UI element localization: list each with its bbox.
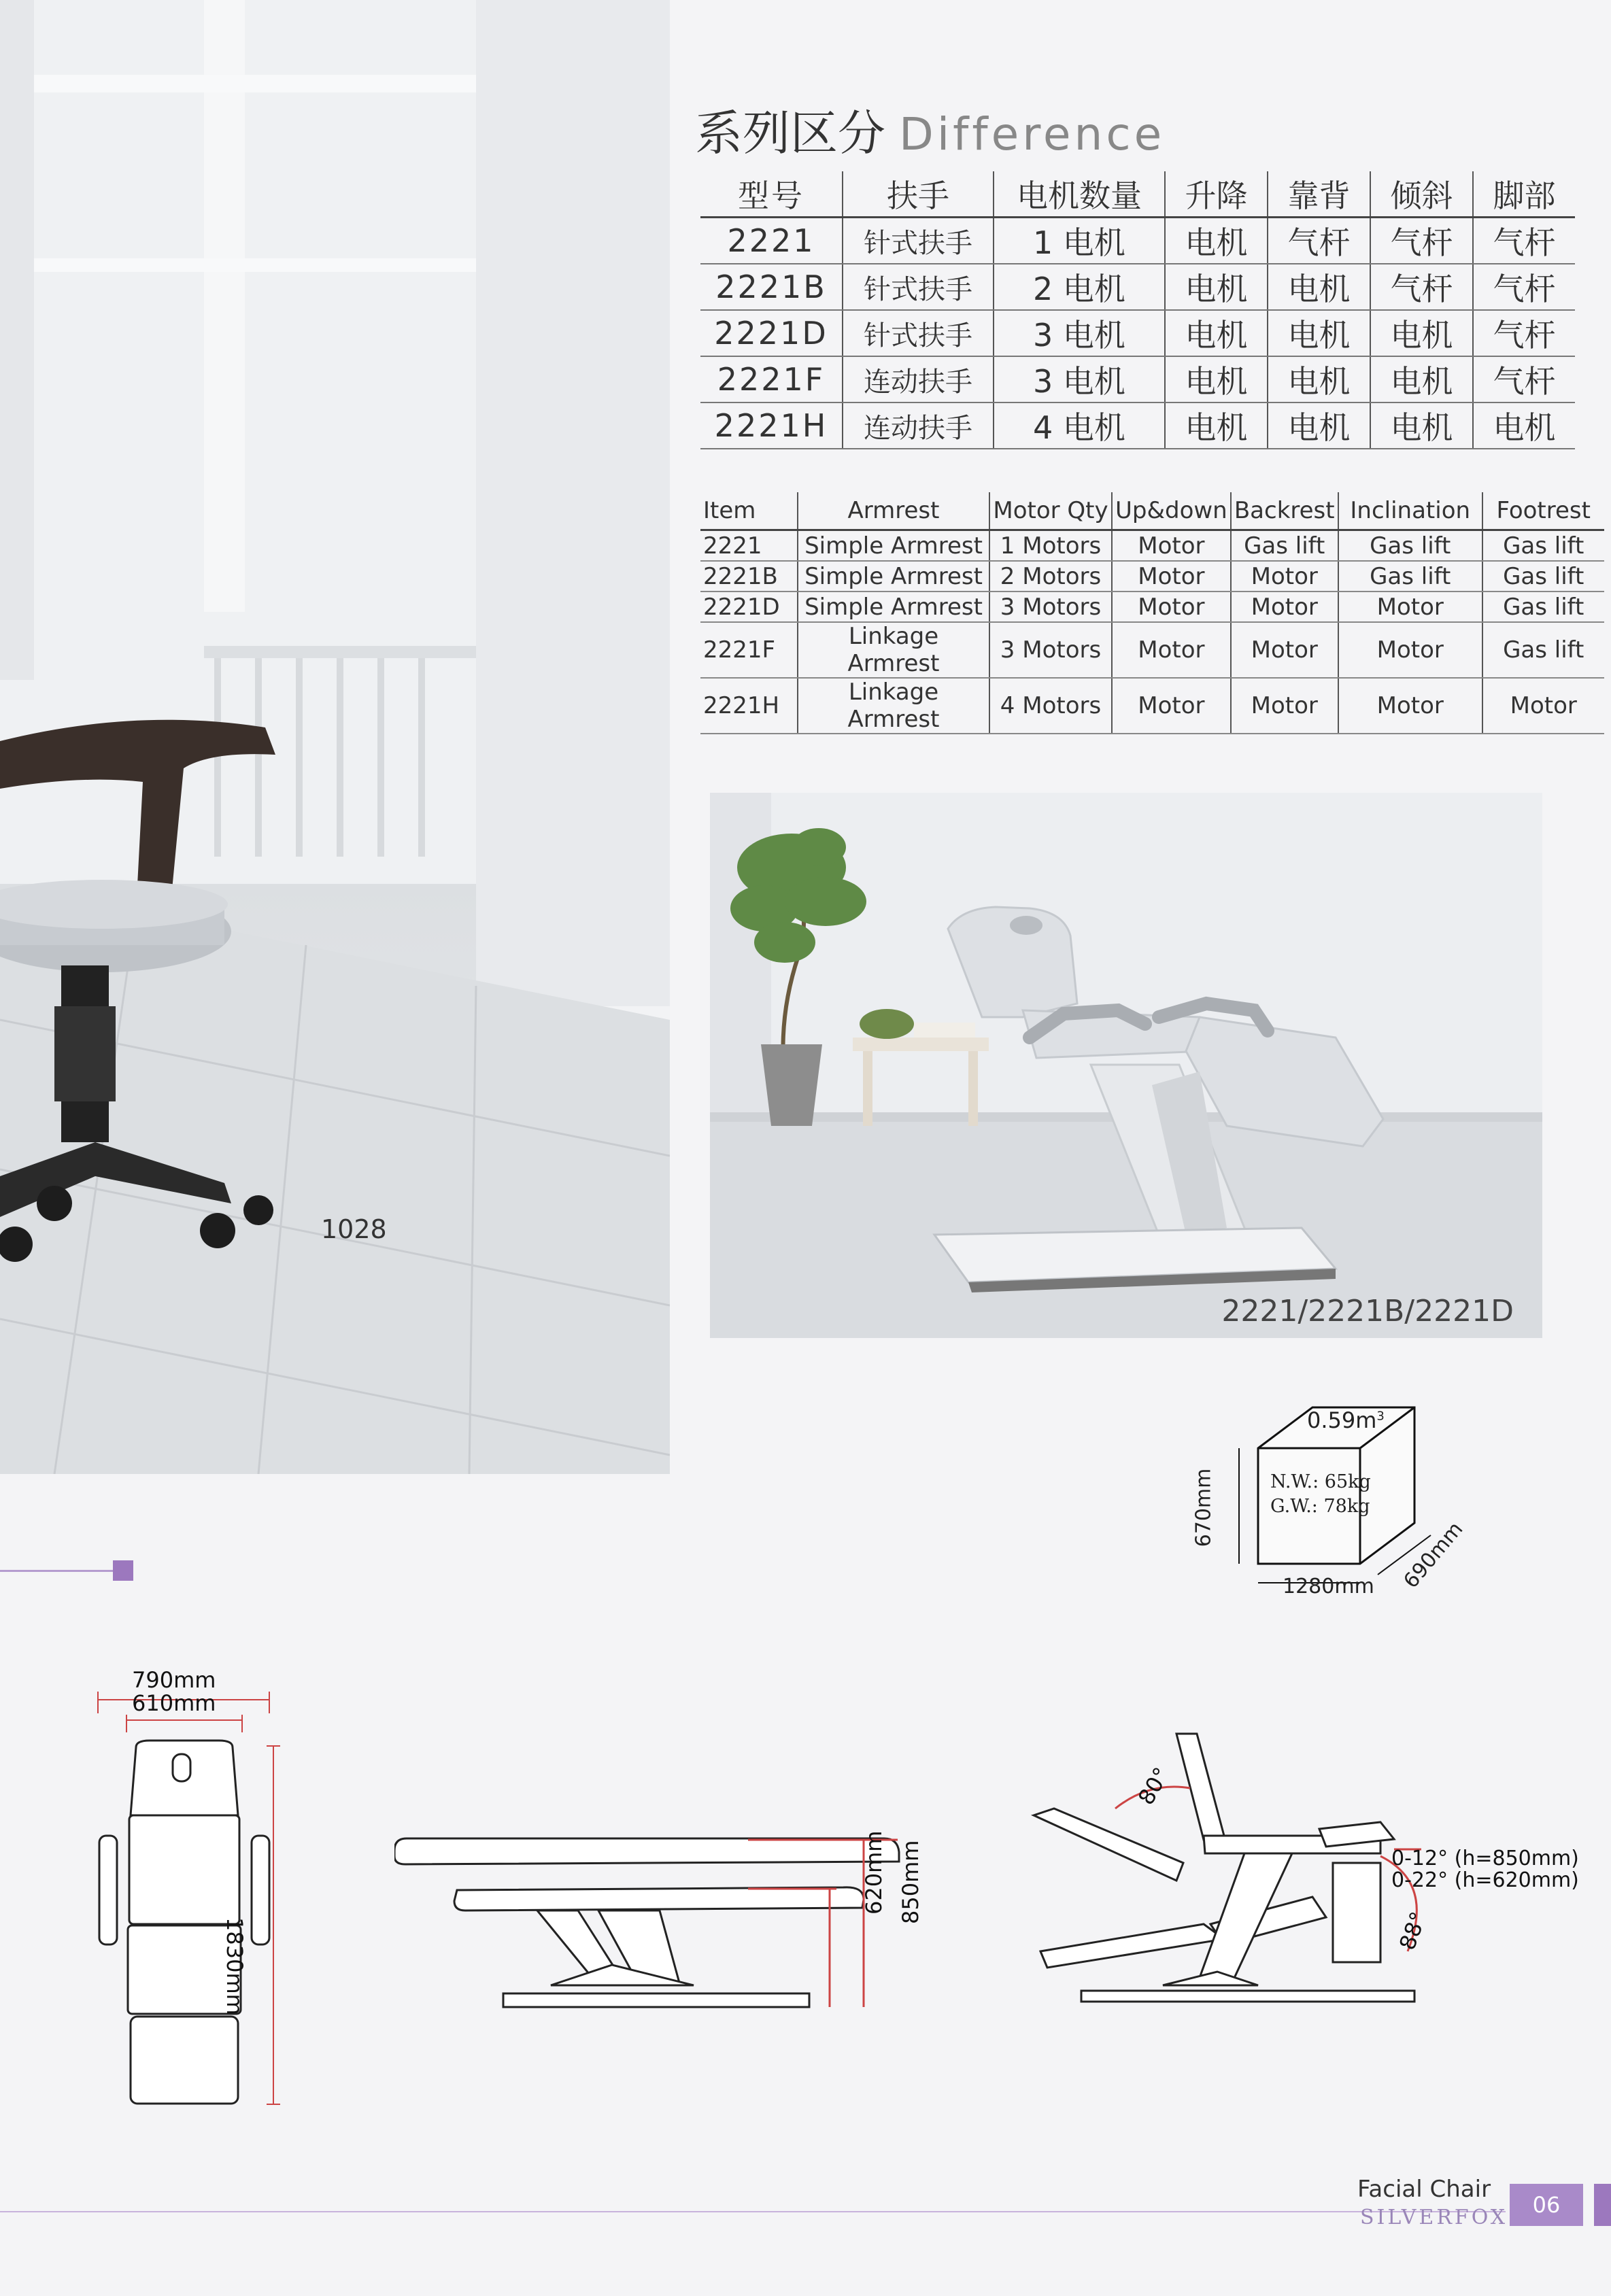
- product-model-label: 2221/2221B/2221D: [1221, 1294, 1514, 1329]
- page-edge-tab: [1594, 2184, 1611, 2226]
- table-cell: Simple Armrest: [798, 561, 989, 592]
- table-cell: Gas lift: [1482, 592, 1604, 622]
- min-height-label: 620mm: [861, 1830, 887, 1915]
- table-row: [700, 678, 1604, 734]
- title-cn: 系列区分: [695, 105, 885, 161]
- table-cell: 电机: [1268, 310, 1370, 356]
- table-cell: 3 电机: [994, 356, 1165, 402]
- product-photo-scene: [710, 793, 1542, 1338]
- table-header-cell: 扶手: [843, 171, 994, 218]
- package-depth: 690mm: [1399, 1517, 1468, 1594]
- foot-angle-label: 88°: [1394, 1908, 1432, 1953]
- table-cell: Simple Armrest: [798, 530, 989, 562]
- table-cell: 气杆: [1268, 218, 1370, 264]
- table-cell: Motor: [1338, 592, 1482, 622]
- table-header-cell: Up&down: [1112, 492, 1231, 530]
- table-cell: 电机: [1268, 356, 1370, 402]
- table-row: [700, 622, 1604, 678]
- package-length: 1280mm: [1283, 1575, 1374, 1598]
- table-cell: 1 电机: [994, 218, 1165, 264]
- table-cell: 电机: [1165, 264, 1268, 310]
- table-cell: 电机: [1473, 402, 1575, 449]
- page-number: 06: [1510, 2184, 1583, 2226]
- table-row: [700, 592, 1604, 622]
- table-cell: 2221: [700, 218, 843, 264]
- table-cell: 电机: [1165, 218, 1268, 264]
- table-cell: 2221B: [700, 561, 798, 592]
- table-cell: 气杆: [1473, 310, 1575, 356]
- footer-title: Facial Chair: [1357, 2176, 1491, 2203]
- table-header-cell: Item: [700, 492, 798, 530]
- table-header-cell: 倾斜: [1370, 171, 1473, 218]
- table-cell: Gas lift: [1482, 530, 1604, 562]
- table-header-cell: Backrest: [1231, 492, 1338, 530]
- table-header-cell: Armrest: [798, 492, 989, 530]
- table-cell: Gas lift: [1338, 530, 1482, 562]
- package-gross-weight: G.W.: 78kg: [1270, 1496, 1370, 1517]
- table-cell: Motor: [1231, 592, 1338, 622]
- table-cell: 针式扶手: [843, 310, 994, 356]
- table-cell: 气杆: [1473, 264, 1575, 310]
- page-title: [695, 95, 1165, 164]
- table-cell: Motor: [1112, 678, 1231, 734]
- table-cell: Simple Armrest: [798, 592, 989, 622]
- table-cell: Motor: [1482, 678, 1604, 734]
- table-cell: Motor: [1112, 622, 1231, 678]
- table-cell: Gas lift: [1482, 561, 1604, 592]
- table-cell: 2221F: [700, 622, 798, 678]
- table-cell: 气杆: [1473, 356, 1575, 402]
- table-cell: 3 Motors: [989, 622, 1112, 678]
- table-cell: 2 电机: [994, 264, 1165, 310]
- table-cell: 针式扶手: [843, 264, 994, 310]
- top-view-svg: [88, 1673, 292, 2121]
- stool-photo-scene: [0, 0, 670, 1474]
- table-cell: Motor: [1338, 622, 1482, 678]
- total-width-label: 790mm: [132, 1667, 216, 1693]
- table-cell: Motor: [1112, 592, 1231, 622]
- table-header-cell: 靠背: [1268, 171, 1370, 218]
- stool-photo: [0, 0, 670, 1474]
- package-volume: [1307, 1407, 1385, 1433]
- section-divider-line: [0, 1570, 116, 1572]
- table-header-cell: 型号: [700, 171, 843, 218]
- table-row: [700, 356, 1575, 402]
- package-volume-value: 0.59m: [1307, 1407, 1377, 1433]
- table-cell: 气杆: [1473, 218, 1575, 264]
- table-row: [700, 561, 1604, 592]
- angle-view-drawing: [1027, 1720, 1579, 2019]
- difference-table-cn: [700, 171, 1575, 449]
- table-header-row: [700, 171, 1575, 218]
- table-cell: 2221D: [700, 592, 798, 622]
- table-cell: Motor: [1338, 678, 1482, 734]
- table-header-row: [700, 492, 1604, 530]
- table-cell: 3 Motors: [989, 592, 1112, 622]
- table-header-cell: Footrest: [1482, 492, 1604, 530]
- section-marker: [113, 1560, 133, 1581]
- brand-logo: SILVERFOX: [1360, 2206, 1508, 2229]
- table-row: [700, 530, 1604, 562]
- table-header-cell: 脚部: [1473, 171, 1575, 218]
- tilt-low-label: 0-22° (h=620mm): [1391, 1868, 1579, 1892]
- difference-table-en: [700, 492, 1604, 734]
- package-volume-exponent: 3: [1376, 1409, 1385, 1424]
- seat-width-label: 610mm: [132, 1690, 216, 1716]
- table-cell: 电机: [1268, 264, 1370, 310]
- table-header-cell: Inclination: [1338, 492, 1482, 530]
- side-view-drawing: [394, 1815, 938, 2019]
- side-view-svg: [394, 1815, 938, 2019]
- table-cell: 气杆: [1370, 218, 1473, 264]
- table-cell: 2221H: [700, 402, 843, 449]
- package-height: 670mm: [1191, 1468, 1216, 1547]
- table-cell: 电机: [1165, 310, 1268, 356]
- tilt-high-label: 0-12° (h=850mm): [1391, 1847, 1579, 1870]
- table-cell: 连动扶手: [843, 402, 994, 449]
- table-header-cell: 升降: [1165, 171, 1268, 218]
- table-cell: Motor: [1112, 530, 1231, 562]
- table-cell: 连动扶手: [843, 356, 994, 402]
- table-row: [700, 218, 1575, 264]
- back-angle-label: 80°: [1133, 1762, 1175, 1809]
- table-cell: 电机: [1165, 356, 1268, 402]
- table-cell: 电机: [1268, 402, 1370, 449]
- table-header-cell: 电机数量: [994, 171, 1165, 218]
- table-cell: Gas lift: [1338, 561, 1482, 592]
- top-view-drawing: [88, 1667, 292, 2121]
- product-photo: [710, 793, 1542, 1338]
- table-cell: 2221B: [700, 264, 843, 310]
- length-label: 1830mm: [222, 1917, 248, 2015]
- table-cell: 1 Motors: [989, 530, 1112, 562]
- table-header-cell: Motor Qty: [989, 492, 1112, 530]
- table-cell: Gas lift: [1231, 530, 1338, 562]
- table-cell: 气杆: [1370, 264, 1473, 310]
- table-cell: 3 电机: [994, 310, 1165, 356]
- table-cell: 电机: [1165, 402, 1268, 449]
- table-row: [700, 402, 1575, 449]
- table-cell: 2 Motors: [989, 561, 1112, 592]
- table-cell: 电机: [1370, 402, 1473, 449]
- table-row: [700, 310, 1575, 356]
- table-cell: 针式扶手: [843, 218, 994, 264]
- table-cell: Motor: [1231, 622, 1338, 678]
- table-cell: Motor: [1231, 678, 1338, 734]
- table-cell: 4 Motors: [989, 678, 1112, 734]
- table-cell: 电机: [1370, 356, 1473, 402]
- table-cell: Linkage Armrest: [798, 678, 989, 734]
- table-cell: 4 电机: [994, 402, 1165, 449]
- table-cell: 2221H: [700, 678, 798, 734]
- table-cell: Motor: [1112, 561, 1231, 592]
- table-row: [700, 264, 1575, 310]
- table-cell: Motor: [1231, 561, 1338, 592]
- table-cell: Gas lift: [1482, 622, 1604, 678]
- package-box: [1191, 1394, 1503, 1611]
- stool-model-label: 1028: [321, 1214, 387, 1244]
- package-net-weight: N.W.: 65kg: [1270, 1471, 1371, 1492]
- table-cell: 2221D: [700, 310, 843, 356]
- footer-divider: [0, 2211, 1506, 2212]
- table-cell: Linkage Armrest: [798, 622, 989, 678]
- max-height-label: 850mm: [898, 1840, 923, 1924]
- table-cell: 2221: [700, 530, 798, 562]
- table-cell: 2221F: [700, 356, 843, 402]
- title-en: Difference: [899, 108, 1166, 160]
- table-cell: 电机: [1370, 310, 1473, 356]
